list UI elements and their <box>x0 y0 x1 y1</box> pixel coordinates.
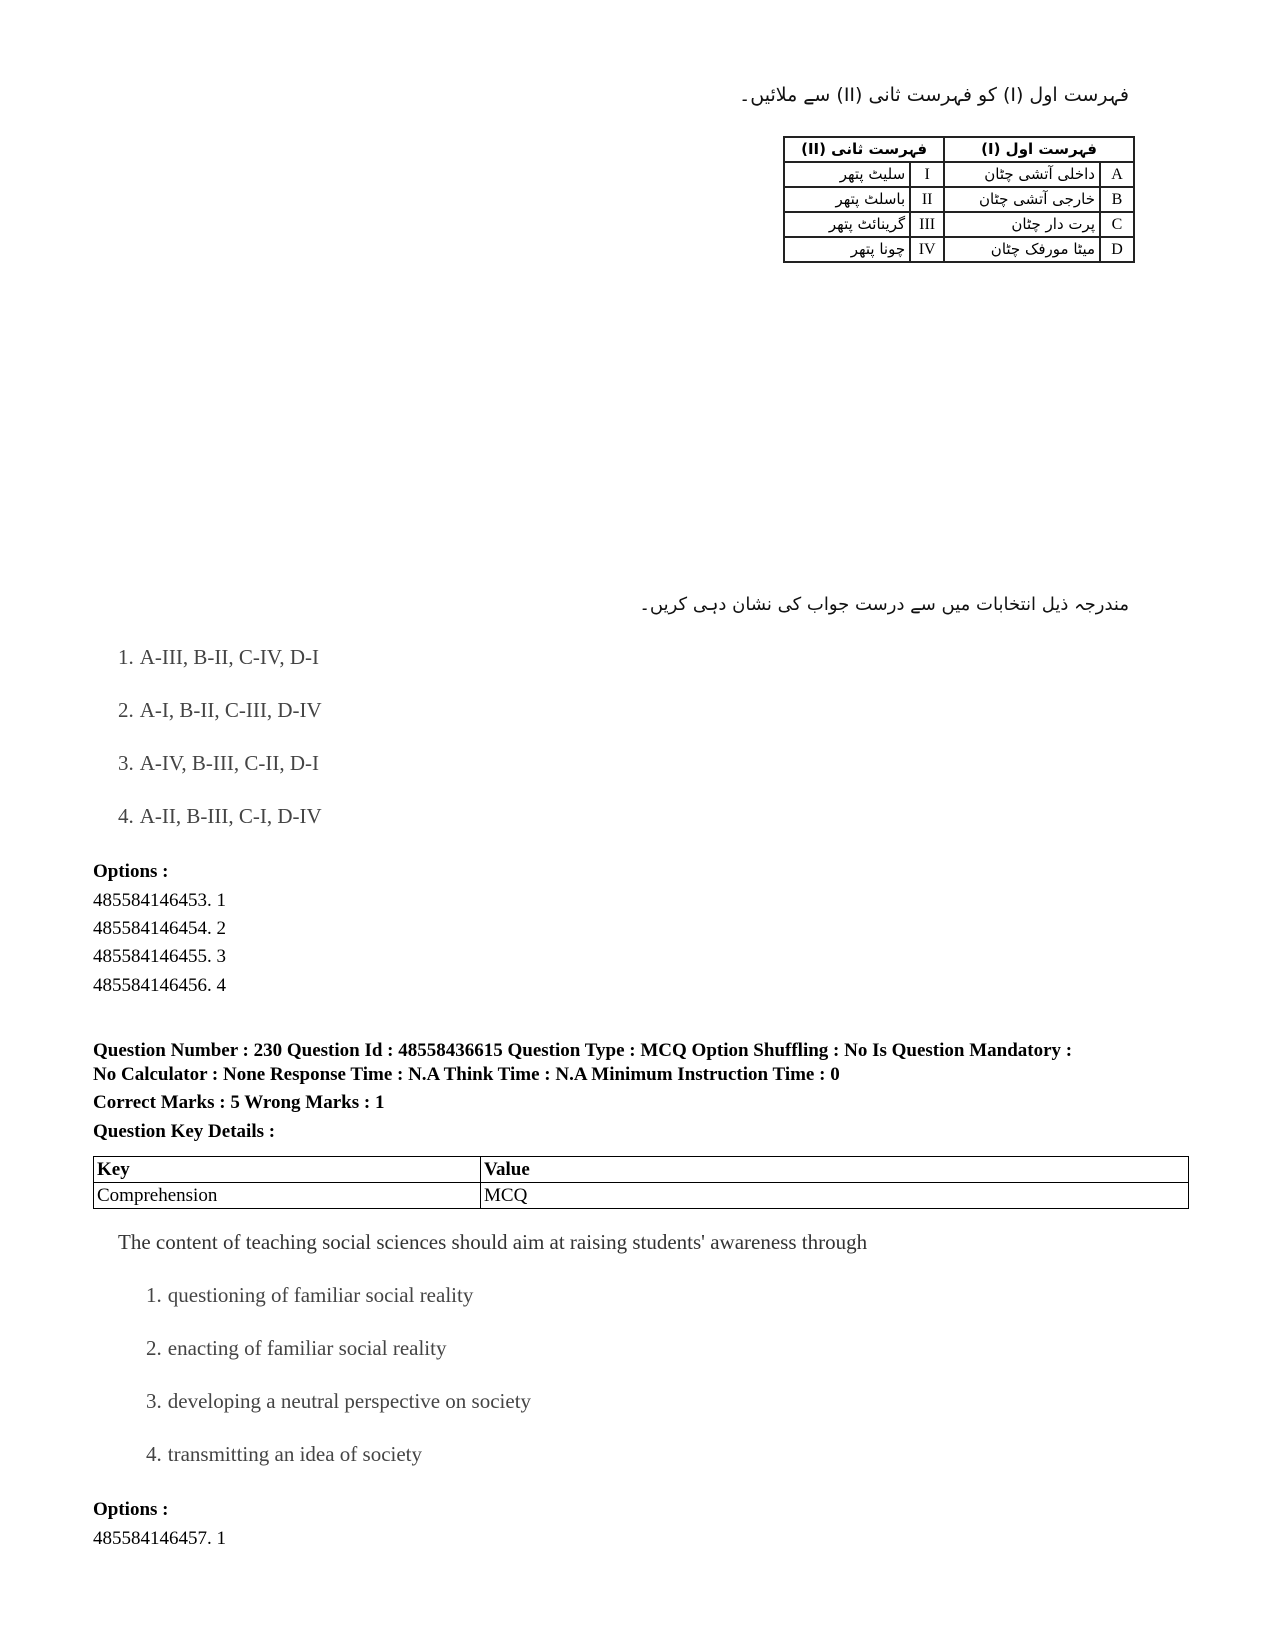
answer-number: 1. <box>118 645 134 669</box>
list2-numeral: I <box>910 162 944 187</box>
answer-number: 3. <box>146 1389 162 1413</box>
options-label: Options : <box>93 1499 169 1520</box>
match-row <box>784 187 1134 212</box>
match-table-header <box>784 137 1134 162</box>
answer-text: questioning of familiar social reality <box>167 1283 474 1307</box>
answer-text: A-IV, B-III, C-II, D-I <box>139 751 319 775</box>
list2-numeral: IV <box>910 237 944 262</box>
list2-header: فہرست ثانی (II) <box>784 137 944 162</box>
list1-item: خارجی آتشی چٹان <box>944 187 1100 212</box>
question-meta-line2: No Calculator : None Response Time : N.A Think Time : N.A Minimum Instruction Time : 0 <box>93 1064 840 1085</box>
key-details-label: Question Key Details : <box>93 1121 276 1142</box>
match-instruction: فہرست اول (I) کو فہرست ثانی (II) سے ملائیں۔ <box>739 84 1129 106</box>
list2-item: باسلٹ پتھر <box>784 187 910 212</box>
match-row <box>784 162 1134 187</box>
answer-number: 4. <box>118 804 134 828</box>
answer-text: developing a neutral perspective on society <box>167 1389 532 1413</box>
answer-choice <box>146 1336 452 1361</box>
list1-letter: D <box>1100 237 1134 262</box>
key-details-table <box>93 1156 1189 1209</box>
question-stem: The content of teaching social sciences should aim at raising students' awareness through <box>118 1230 868 1254</box>
list2-numeral: II <box>910 187 944 212</box>
answer-number: 4. <box>146 1442 162 1466</box>
answer-choice <box>118 645 325 670</box>
options-label: Options : <box>93 861 169 882</box>
key-table-header <box>94 1157 1189 1183</box>
list1-header: فہرست اول (I) <box>944 137 1134 162</box>
list1-letter: B <box>1100 187 1134 212</box>
key-table-row <box>94 1183 1189 1209</box>
match-row <box>784 237 1134 262</box>
question-meta-line1: Question Number : 230 Question Id : 48558436615 Question Type : MCQ Option Shuffling : No Is Question Mandatory : <box>93 1040 1073 1061</box>
option-id: 485584146453. 1 <box>93 890 226 911</box>
answer-choice <box>118 804 328 829</box>
value-header: Value <box>481 1157 1189 1183</box>
answer-choice <box>118 698 328 723</box>
answer-choice <box>118 751 325 776</box>
list1-item: داخلی آتشی چٹان <box>944 162 1100 187</box>
list1-letter: A <box>1100 162 1134 187</box>
answer-choice <box>146 1442 428 1467</box>
answer-choice <box>146 1389 537 1414</box>
option-id: 485584146457. 1 <box>93 1528 226 1549</box>
answer-number: 3. <box>118 751 134 775</box>
answer-text: transmitting an idea of society <box>167 1442 423 1466</box>
answer-text: enacting of familiar social reality <box>167 1336 447 1360</box>
answer-number: 2. <box>118 698 134 722</box>
list2-item: سلیٹ پتھر <box>784 162 910 187</box>
option-id: 485584146455. 3 <box>93 946 226 967</box>
list1-letter: C <box>1100 212 1134 237</box>
match-table <box>783 136 1135 263</box>
list1-item: میٹا مورفک چٹان <box>944 237 1100 262</box>
answer-number: 1. <box>146 1283 162 1307</box>
answer-text: A-II, B-III, C-I, D-IV <box>139 804 322 828</box>
list2-item: گرینائٹ پتھر <box>784 212 910 237</box>
answer-choice <box>146 1283 479 1308</box>
option-id: 485584146456. 4 <box>93 975 226 996</box>
question-marks: Correct Marks : 5 Wrong Marks : 1 <box>93 1092 385 1113</box>
key-header: Key <box>94 1157 481 1183</box>
choose-instruction: مندرجہ ذیل انتخابات میں سے درست جواب کی نشان دہی کریں۔ <box>639 594 1129 615</box>
match-row <box>784 212 1134 237</box>
list2-item: چونا پتھر <box>784 237 910 262</box>
key-cell: Comprehension <box>94 1183 481 1209</box>
value-cell: MCQ <box>481 1183 1189 1209</box>
answer-text: A-I, B-II, C-III, D-IV <box>139 698 322 722</box>
answer-number: 2. <box>146 1336 162 1360</box>
answer-text: A-III, B-II, C-IV, D-I <box>139 645 319 669</box>
list2-numeral: III <box>910 212 944 237</box>
option-id: 485584146454. 2 <box>93 918 226 939</box>
list1-item: پرت دار چٹان <box>944 212 1100 237</box>
